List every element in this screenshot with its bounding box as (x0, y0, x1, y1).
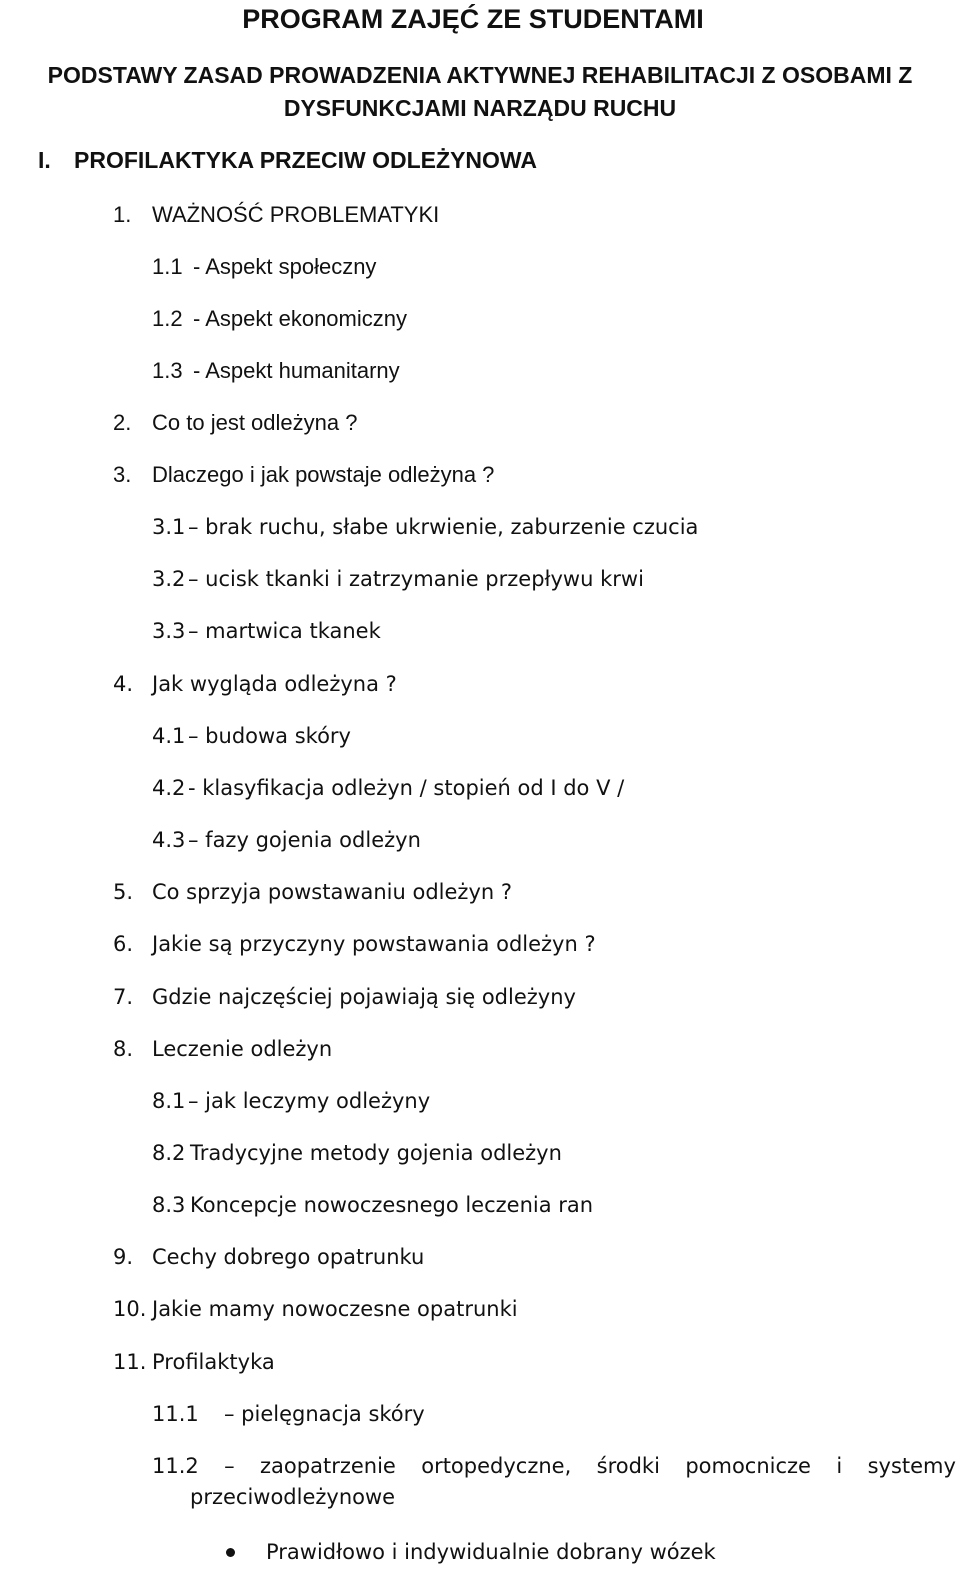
list-item-number: 1.2 (152, 306, 183, 331)
list-item-number: 8. (113, 1037, 134, 1061)
list-item-text: – martwica tkanek (188, 619, 381, 643)
list-item-number: 6. (113, 932, 134, 956)
list-item-number: 3.1 (152, 515, 186, 539)
justified-word: środki (596, 1454, 660, 1478)
list-item-text: Cechy dobrego opatrunku (152, 1245, 425, 1269)
list-item-number: 11. (113, 1350, 147, 1374)
list-item-number: 5. (113, 880, 134, 904)
list-item-text: Dlaczego i jak powstaje odleżyna ? (152, 462, 495, 487)
list-item-number: 7. (113, 985, 134, 1009)
list-item-number: 9. (113, 1245, 134, 1269)
list-item-justified (152, 1451, 956, 1513)
list-item-text: - klasyfikacja odleżyn / stopień od I do V / (188, 776, 625, 800)
justified-word: i (836, 1454, 843, 1478)
list-item-text: – brak ruchu, słabe ukrwienie, zaburzenie czucia (188, 515, 699, 539)
bullet-icon (226, 1548, 235, 1557)
list-item-text: Profilaktyka (152, 1350, 275, 1374)
list-item-number: 11.2 (152, 1454, 199, 1478)
list-item-text: Jakie mamy nowoczesne opatrunki (152, 1297, 518, 1321)
list-item-number: 1.1 (152, 254, 183, 279)
list-item-number: 4.2 (152, 776, 186, 800)
list-item-number: 4. (113, 672, 134, 696)
list-item-number: 8.3 (152, 1193, 186, 1217)
list-item-text: – fazy gojenia odleżyn (188, 828, 421, 852)
document-subtitle-line-1: PODSTAWY ZASAD PROWADZENIA AKTYWNEJ REHABILITACJI Z OSOBAMI Z (47, 62, 913, 88)
list-item-text: Gdzie najczęściej pojawiają się odleżyny (152, 985, 576, 1009)
list-item-text: Leczenie odleżyn (152, 1037, 333, 1061)
list-item-text: – budowa skóry (188, 724, 351, 748)
list-item-text: – jak leczymy odleżyny (188, 1089, 431, 1113)
list-item-text: Tradycyjne metody gojenia odleżyn (190, 1141, 562, 1165)
list-item-number: 2. (113, 410, 132, 435)
bullet-item-text: Prawidłowo i indywidualnie dobrany wózek (266, 1540, 716, 1564)
justified-first-line (152, 1451, 956, 1482)
list-item-text: Jak wygląda odleżyna ? (152, 672, 397, 696)
list-item-number: 10. (113, 1297, 147, 1321)
list-item-text: Jakie są przyczyny powstawania odleżyn ? (152, 932, 596, 956)
list-item-text: Co sprzyja powstawaniu odleżyn ? (152, 880, 513, 904)
list-item-text: - Aspekt ekonomiczny (193, 306, 407, 331)
list-item-text: Co to jest odleżyna ? (152, 410, 358, 435)
list-item-number: 11.1 (152, 1402, 199, 1426)
list-item-text: – pielęgnacja skóry (224, 1402, 425, 1426)
list-item-number: 1. (113, 202, 132, 227)
list-item-number: 1.3 (152, 358, 183, 383)
list-item-number: 8.2 (152, 1141, 186, 1165)
list-item-text: WAŻNOŚĆ PROBLEMATYKI (152, 202, 440, 227)
justified-continuation: przeciwodleżynowe (190, 1485, 396, 1509)
justified-word: systemy (867, 1454, 956, 1478)
list-item-number: 3.2 (152, 567, 186, 591)
list-item-number: 8.1 (152, 1089, 186, 1113)
list-item-text: – ucisk tkanki i zatrzymanie przepływu krwi (188, 567, 644, 591)
document-subtitle-line-2: DYSFUNKCJAMI NARZĄDU RUCHU (283, 95, 677, 121)
justified-word: pomocnicze (685, 1454, 811, 1478)
list-item-text: - Aspekt społeczny (193, 254, 377, 279)
list-item-number: 3. (113, 462, 132, 487)
justified-word: – (224, 1454, 235, 1478)
section-title: PROFILAKTYKA PRZECIW ODLEŻYNOWA (74, 147, 537, 173)
list-item-number: 3.3 (152, 619, 186, 643)
section-number: I. (38, 147, 51, 173)
justified-word: ortopedyczne, (421, 1454, 572, 1478)
justified-word: zaopatrzenie (260, 1454, 396, 1478)
list-item-text: Koncepcje nowoczesnego leczenia ran (190, 1193, 594, 1217)
list-item-number: 4.3 (152, 828, 186, 852)
list-item-text: - Aspekt humanitarny (193, 358, 400, 383)
list-item-number: 4.1 (152, 724, 186, 748)
document-title: PROGRAM ZAJĘĆ ZE STUDENTAMI (242, 4, 704, 34)
